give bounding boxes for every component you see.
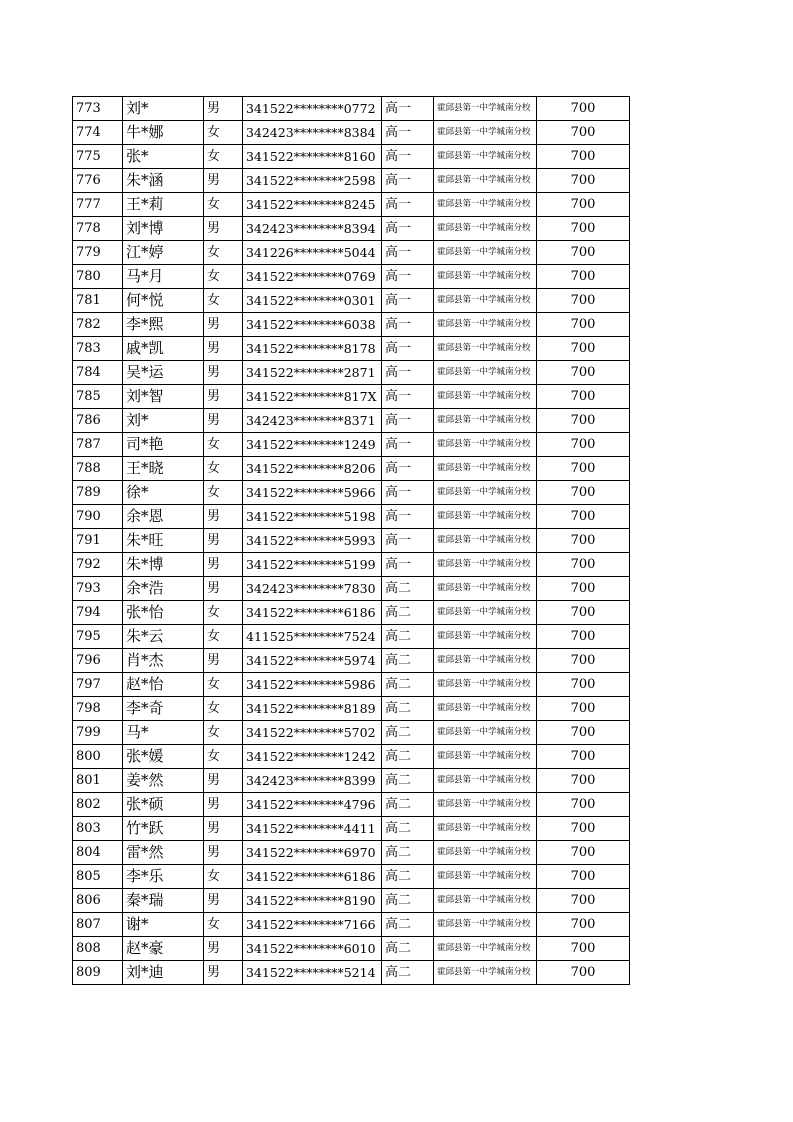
- school-cell: 霍邱县第一中学城南分校: [434, 865, 537, 889]
- serial-number-cell: 801: [73, 769, 123, 793]
- school-cell: 霍邱县第一中学城南分校: [434, 361, 537, 385]
- table-row: [73, 865, 630, 889]
- id-number-cell: 341522********8189: [243, 697, 382, 721]
- amount-cell: 700: [537, 385, 630, 409]
- gender-cell: 女: [204, 913, 243, 937]
- grade-cell: 高一: [382, 289, 434, 313]
- amount-cell: 700: [537, 481, 630, 505]
- gender-cell: 男: [204, 505, 243, 529]
- student-name-cell: 张*媛: [123, 745, 204, 769]
- school-cell: 霍邱县第一中学城南分校: [434, 625, 537, 649]
- student-name-cell: 张*怡: [123, 601, 204, 625]
- student-name-cell: 吴*运: [123, 361, 204, 385]
- table-row: [73, 121, 630, 145]
- amount-cell: 700: [537, 217, 630, 241]
- id-number-cell: 342423********7830: [243, 577, 382, 601]
- serial-number-cell: 809: [73, 961, 123, 985]
- student-name-cell: 徐*: [123, 481, 204, 505]
- serial-number-cell: 803: [73, 817, 123, 841]
- table-row: [73, 433, 630, 457]
- table-row: [73, 145, 630, 169]
- grade-cell: 高一: [382, 241, 434, 265]
- id-number-cell: 341522********8178: [243, 337, 382, 361]
- table-row: [73, 97, 630, 121]
- amount-cell: 700: [537, 505, 630, 529]
- amount-cell: 700: [537, 649, 630, 673]
- grade-cell: 高一: [382, 265, 434, 289]
- gender-cell: 女: [204, 265, 243, 289]
- serial-number-cell: 804: [73, 841, 123, 865]
- grade-cell: 高一: [382, 193, 434, 217]
- student-name-cell: 雷*然: [123, 841, 204, 865]
- student-name-cell: 赵*怡: [123, 673, 204, 697]
- id-number-cell: 342423********8394: [243, 217, 382, 241]
- gender-cell: 女: [204, 241, 243, 265]
- serial-number-cell: 777: [73, 193, 123, 217]
- school-cell: 霍邱县第一中学城南分校: [434, 505, 537, 529]
- table-row: [73, 481, 630, 505]
- id-number-cell: 341522********5966: [243, 481, 382, 505]
- serial-number-cell: 780: [73, 265, 123, 289]
- id-number-cell: 341522********5993: [243, 529, 382, 553]
- grade-cell: 高二: [382, 745, 434, 769]
- table-row: [73, 625, 630, 649]
- student-name-cell: 刘*博: [123, 217, 204, 241]
- table-row: [73, 745, 630, 769]
- grade-cell: 高二: [382, 889, 434, 913]
- serial-number-cell: 786: [73, 409, 123, 433]
- serial-number-cell: 790: [73, 505, 123, 529]
- school-cell: 霍邱县第一中学城南分校: [434, 145, 537, 169]
- student-table-body: [73, 97, 630, 985]
- grade-cell: 高二: [382, 601, 434, 625]
- amount-cell: 700: [537, 361, 630, 385]
- student-name-cell: 朱*云: [123, 625, 204, 649]
- grade-cell: 高一: [382, 481, 434, 505]
- amount-cell: 700: [537, 817, 630, 841]
- school-cell: 霍邱县第一中学城南分校: [434, 961, 537, 985]
- serial-number-cell: 781: [73, 289, 123, 313]
- id-number-cell: 341522********1242: [243, 745, 382, 769]
- amount-cell: 700: [537, 937, 630, 961]
- school-cell: 霍邱县第一中学城南分校: [434, 433, 537, 457]
- serial-number-cell: 784: [73, 361, 123, 385]
- table-row: [73, 937, 630, 961]
- gender-cell: 女: [204, 721, 243, 745]
- student-name-cell: 刘*: [123, 97, 204, 121]
- serial-number-cell: 785: [73, 385, 123, 409]
- grade-cell: 高一: [382, 145, 434, 169]
- table-row: [73, 265, 630, 289]
- grade-cell: 高二: [382, 577, 434, 601]
- school-cell: 霍邱县第一中学城南分校: [434, 841, 537, 865]
- amount-cell: 700: [537, 745, 630, 769]
- amount-cell: 700: [537, 241, 630, 265]
- serial-number-cell: 795: [73, 625, 123, 649]
- serial-number-cell: 779: [73, 241, 123, 265]
- gender-cell: 男: [204, 961, 243, 985]
- gender-cell: 男: [204, 889, 243, 913]
- grade-cell: 高二: [382, 721, 434, 745]
- amount-cell: 700: [537, 721, 630, 745]
- school-cell: 霍邱县第一中学城南分校: [434, 601, 537, 625]
- grade-cell: 高二: [382, 793, 434, 817]
- grade-cell: 高一: [382, 337, 434, 361]
- amount-cell: 700: [537, 673, 630, 697]
- gender-cell: 女: [204, 457, 243, 481]
- gender-cell: 男: [204, 553, 243, 577]
- table-row: [73, 361, 630, 385]
- table-row: [73, 889, 630, 913]
- table-row: [73, 193, 630, 217]
- school-cell: 霍邱县第一中学城南分校: [434, 457, 537, 481]
- student-name-cell: 牛*娜: [123, 121, 204, 145]
- gender-cell: 女: [204, 745, 243, 769]
- school-cell: 霍邱县第一中学城南分校: [434, 673, 537, 697]
- gender-cell: 女: [204, 121, 243, 145]
- amount-cell: 700: [537, 265, 630, 289]
- id-number-cell: 341522********5702: [243, 721, 382, 745]
- student-name-cell: 谢*: [123, 913, 204, 937]
- table-row: [73, 409, 630, 433]
- id-number-cell: 341522********6970: [243, 841, 382, 865]
- id-number-cell: 341522********6010: [243, 937, 382, 961]
- gender-cell: 男: [204, 361, 243, 385]
- id-number-cell: 411525********7524: [243, 625, 382, 649]
- id-number-cell: 341522********8245: [243, 193, 382, 217]
- id-number-cell: 342423********8371: [243, 409, 382, 433]
- amount-cell: 700: [537, 913, 630, 937]
- student-name-cell: 朱*博: [123, 553, 204, 577]
- serial-number-cell: 787: [73, 433, 123, 457]
- school-cell: 霍邱县第一中学城南分校: [434, 265, 537, 289]
- student-name-cell: 竹*跃: [123, 817, 204, 841]
- school-cell: 霍邱县第一中学城南分校: [434, 169, 537, 193]
- table-row: [73, 721, 630, 745]
- gender-cell: 男: [204, 817, 243, 841]
- id-number-cell: 341522********8190: [243, 889, 382, 913]
- student-name-cell: 刘*: [123, 409, 204, 433]
- student-name-cell: 朱*涵: [123, 169, 204, 193]
- gender-cell: 男: [204, 769, 243, 793]
- id-number-cell: 341522********8160: [243, 145, 382, 169]
- grade-cell: 高一: [382, 121, 434, 145]
- gender-cell: 女: [204, 193, 243, 217]
- id-number-cell: 341522********6186: [243, 601, 382, 625]
- serial-number-cell: 775: [73, 145, 123, 169]
- school-cell: 霍邱县第一中学城南分校: [434, 889, 537, 913]
- amount-cell: 700: [537, 289, 630, 313]
- amount-cell: 700: [537, 577, 630, 601]
- gender-cell: 女: [204, 625, 243, 649]
- grade-cell: 高二: [382, 625, 434, 649]
- id-number-cell: 341522********5214: [243, 961, 382, 985]
- gender-cell: 男: [204, 217, 243, 241]
- amount-cell: 700: [537, 601, 630, 625]
- school-cell: 霍邱县第一中学城南分校: [434, 913, 537, 937]
- amount-cell: 700: [537, 697, 630, 721]
- table-row: [73, 769, 630, 793]
- gender-cell: 女: [204, 145, 243, 169]
- grade-cell: 高一: [382, 97, 434, 121]
- serial-number-cell: 783: [73, 337, 123, 361]
- school-cell: 霍邱县第一中学城南分校: [434, 937, 537, 961]
- serial-number-cell: 778: [73, 217, 123, 241]
- school-cell: 霍邱县第一中学城南分校: [434, 409, 537, 433]
- id-number-cell: 341522********6186: [243, 865, 382, 889]
- gender-cell: 男: [204, 937, 243, 961]
- school-cell: 霍邱县第一中学城南分校: [434, 217, 537, 241]
- student-table: [72, 96, 630, 985]
- id-number-cell: 341522********5974: [243, 649, 382, 673]
- id-number-cell: 341522********5198: [243, 505, 382, 529]
- student-name-cell: 何*悦: [123, 289, 204, 313]
- table-row: [73, 241, 630, 265]
- gender-cell: 男: [204, 313, 243, 337]
- table-row: [73, 817, 630, 841]
- school-cell: 霍邱县第一中学城南分校: [434, 553, 537, 577]
- amount-cell: 700: [537, 769, 630, 793]
- amount-cell: 700: [537, 529, 630, 553]
- student-name-cell: 刘*智: [123, 385, 204, 409]
- grade-cell: 高一: [382, 433, 434, 457]
- student-name-cell: 王*莉: [123, 193, 204, 217]
- student-name-cell: 江*婷: [123, 241, 204, 265]
- grade-cell: 高一: [382, 457, 434, 481]
- serial-number-cell: 796: [73, 649, 123, 673]
- id-number-cell: 341522********5986: [243, 673, 382, 697]
- table-row: [73, 577, 630, 601]
- serial-number-cell: 788: [73, 457, 123, 481]
- amount-cell: 700: [537, 865, 630, 889]
- grade-cell: 高二: [382, 865, 434, 889]
- id-number-cell: 341522********2598: [243, 169, 382, 193]
- serial-number-cell: 807: [73, 913, 123, 937]
- id-number-cell: 341522********0769: [243, 265, 382, 289]
- grade-cell: 高二: [382, 913, 434, 937]
- id-number-cell: 341522********7166: [243, 913, 382, 937]
- student-name-cell: 赵*豪: [123, 937, 204, 961]
- student-name-cell: 张*硕: [123, 793, 204, 817]
- grade-cell: 高二: [382, 697, 434, 721]
- amount-cell: 700: [537, 145, 630, 169]
- school-cell: 霍邱县第一中学城南分校: [434, 337, 537, 361]
- amount-cell: 700: [537, 121, 630, 145]
- grade-cell: 高一: [382, 409, 434, 433]
- grade-cell: 高二: [382, 649, 434, 673]
- id-number-cell: 342423********8384: [243, 121, 382, 145]
- amount-cell: 700: [537, 433, 630, 457]
- id-number-cell: 341522********8206: [243, 457, 382, 481]
- gender-cell: 男: [204, 169, 243, 193]
- grade-cell: 高一: [382, 529, 434, 553]
- serial-number-cell: 774: [73, 121, 123, 145]
- id-number-cell: 341522********4796: [243, 793, 382, 817]
- serial-number-cell: 791: [73, 529, 123, 553]
- table-row: [73, 385, 630, 409]
- student-name-cell: 肖*杰: [123, 649, 204, 673]
- amount-cell: 700: [537, 457, 630, 481]
- amount-cell: 700: [537, 97, 630, 121]
- id-number-cell: 341522********6038: [243, 313, 382, 337]
- student-name-cell: 王*晓: [123, 457, 204, 481]
- student-name-cell: 李*奇: [123, 697, 204, 721]
- id-number-cell: 341522********5199: [243, 553, 382, 577]
- serial-number-cell: 805: [73, 865, 123, 889]
- gender-cell: 男: [204, 337, 243, 361]
- school-cell: 霍邱县第一中学城南分校: [434, 97, 537, 121]
- table-row: [73, 913, 630, 937]
- school-cell: 霍邱县第一中学城南分校: [434, 817, 537, 841]
- student-name-cell: 刘*迪: [123, 961, 204, 985]
- id-number-cell: 341522********0301: [243, 289, 382, 313]
- serial-number-cell: 776: [73, 169, 123, 193]
- grade-cell: 高二: [382, 673, 434, 697]
- serial-number-cell: 799: [73, 721, 123, 745]
- student-name-cell: 余*浩: [123, 577, 204, 601]
- table-row: [73, 841, 630, 865]
- amount-cell: 700: [537, 553, 630, 577]
- student-name-cell: 姜*然: [123, 769, 204, 793]
- student-name-cell: 李*乐: [123, 865, 204, 889]
- amount-cell: 700: [537, 625, 630, 649]
- grade-cell: 高二: [382, 937, 434, 961]
- school-cell: 霍邱县第一中学城南分校: [434, 289, 537, 313]
- serial-number-cell: 773: [73, 97, 123, 121]
- gender-cell: 男: [204, 529, 243, 553]
- student-name-cell: 司*艳: [123, 433, 204, 457]
- table-row: [73, 169, 630, 193]
- id-number-cell: 341522********0772: [243, 97, 382, 121]
- table-row: [73, 529, 630, 553]
- table-row: [73, 289, 630, 313]
- student-name-cell: 张*: [123, 145, 204, 169]
- gender-cell: 女: [204, 673, 243, 697]
- table-row: [73, 793, 630, 817]
- gender-cell: 女: [204, 697, 243, 721]
- id-number-cell: 341522********4411: [243, 817, 382, 841]
- student-name-cell: 秦*瑞: [123, 889, 204, 913]
- student-name-cell: 余*恩: [123, 505, 204, 529]
- student-name-cell: 李*熙: [123, 313, 204, 337]
- gender-cell: 女: [204, 865, 243, 889]
- school-cell: 霍邱县第一中学城南分校: [434, 385, 537, 409]
- table-row: [73, 697, 630, 721]
- gender-cell: 女: [204, 481, 243, 505]
- gender-cell: 男: [204, 649, 243, 673]
- id-number-cell: 341522********1249: [243, 433, 382, 457]
- serial-number-cell: 800: [73, 745, 123, 769]
- grade-cell: 高一: [382, 505, 434, 529]
- gender-cell: 女: [204, 601, 243, 625]
- serial-number-cell: 808: [73, 937, 123, 961]
- school-cell: 霍邱县第一中学城南分校: [434, 241, 537, 265]
- school-cell: 霍邱县第一中学城南分校: [434, 697, 537, 721]
- school-cell: 霍邱县第一中学城南分校: [434, 529, 537, 553]
- table-row: [73, 553, 630, 577]
- grade-cell: 高一: [382, 385, 434, 409]
- student-name-cell: 朱*旺: [123, 529, 204, 553]
- amount-cell: 700: [537, 193, 630, 217]
- amount-cell: 700: [537, 313, 630, 337]
- gender-cell: 女: [204, 433, 243, 457]
- table-row: [73, 961, 630, 985]
- student-name-cell: 戚*凯: [123, 337, 204, 361]
- table-row: [73, 457, 630, 481]
- gender-cell: 女: [204, 289, 243, 313]
- serial-number-cell: 798: [73, 697, 123, 721]
- gender-cell: 男: [204, 97, 243, 121]
- grade-cell: 高一: [382, 217, 434, 241]
- amount-cell: 700: [537, 841, 630, 865]
- serial-number-cell: 794: [73, 601, 123, 625]
- serial-number-cell: 789: [73, 481, 123, 505]
- school-cell: 霍邱县第一中学城南分校: [434, 481, 537, 505]
- table-row: [73, 673, 630, 697]
- table-row: [73, 601, 630, 625]
- grade-cell: 高一: [382, 361, 434, 385]
- table-row: [73, 649, 630, 673]
- school-cell: 霍邱县第一中学城南分校: [434, 577, 537, 601]
- school-cell: 霍邱县第一中学城南分校: [434, 121, 537, 145]
- table-row: [73, 505, 630, 529]
- serial-number-cell: 802: [73, 793, 123, 817]
- school-cell: 霍邱县第一中学城南分校: [434, 193, 537, 217]
- serial-number-cell: 806: [73, 889, 123, 913]
- school-cell: 霍邱县第一中学城南分校: [434, 769, 537, 793]
- school-cell: 霍邱县第一中学城南分校: [434, 745, 537, 769]
- school-cell: 霍邱县第一中学城南分校: [434, 721, 537, 745]
- id-number-cell: 341226********5044: [243, 241, 382, 265]
- school-cell: 霍邱县第一中学城南分校: [434, 313, 537, 337]
- amount-cell: 700: [537, 961, 630, 985]
- grade-cell: 高二: [382, 769, 434, 793]
- student-name-cell: 马*: [123, 721, 204, 745]
- grade-cell: 高一: [382, 313, 434, 337]
- id-number-cell: 342423********8399: [243, 769, 382, 793]
- serial-number-cell: 792: [73, 553, 123, 577]
- serial-number-cell: 797: [73, 673, 123, 697]
- school-cell: 霍邱县第一中学城南分校: [434, 793, 537, 817]
- table-row: [73, 313, 630, 337]
- amount-cell: 700: [537, 409, 630, 433]
- amount-cell: 700: [537, 889, 630, 913]
- id-number-cell: 341522********2871: [243, 361, 382, 385]
- school-cell: 霍邱县第一中学城南分校: [434, 649, 537, 673]
- gender-cell: 男: [204, 793, 243, 817]
- gender-cell: 男: [204, 409, 243, 433]
- amount-cell: 700: [537, 793, 630, 817]
- grade-cell: 高二: [382, 841, 434, 865]
- gender-cell: 男: [204, 841, 243, 865]
- table-row: [73, 337, 630, 361]
- grade-cell: 高二: [382, 961, 434, 985]
- gender-cell: 男: [204, 577, 243, 601]
- id-number-cell: 341522********817X: [243, 385, 382, 409]
- serial-number-cell: 782: [73, 313, 123, 337]
- serial-number-cell: 793: [73, 577, 123, 601]
- amount-cell: 700: [537, 337, 630, 361]
- grade-cell: 高一: [382, 553, 434, 577]
- table-row: [73, 217, 630, 241]
- amount-cell: 700: [537, 169, 630, 193]
- gender-cell: 男: [204, 385, 243, 409]
- grade-cell: 高一: [382, 169, 434, 193]
- grade-cell: 高二: [382, 817, 434, 841]
- student-name-cell: 马*月: [123, 265, 204, 289]
